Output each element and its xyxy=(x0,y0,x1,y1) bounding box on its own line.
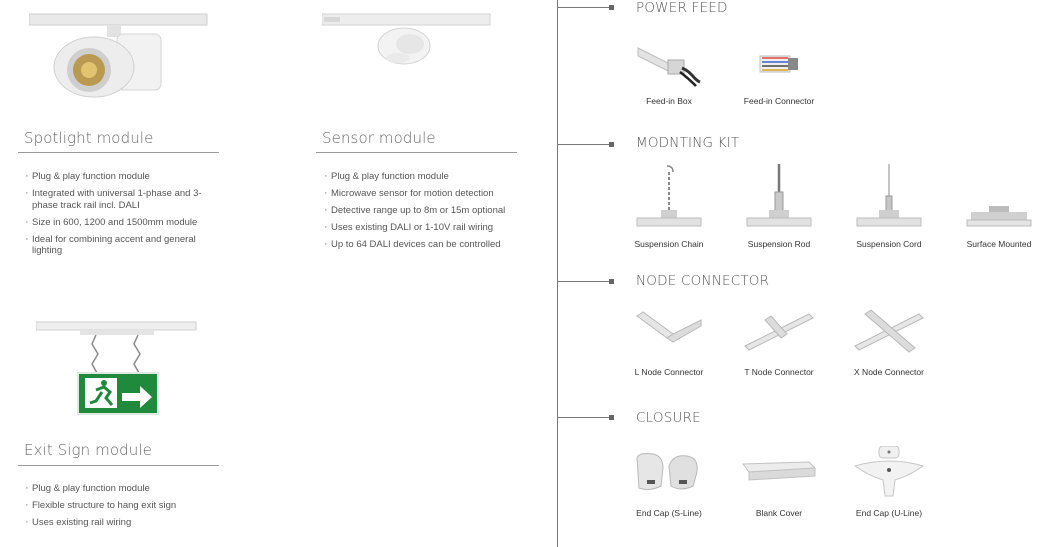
accessory-label: End Cap (U-Line) xyxy=(855,508,923,518)
accessory-end-cap-u-line xyxy=(834,446,944,518)
accessory-surface-mounted xyxy=(944,164,1054,249)
exit-sign-feature-list xyxy=(25,483,225,534)
accessory-label: Blank Cover xyxy=(755,508,803,518)
accessory-label: T Node Connector xyxy=(744,367,814,377)
section-title-mounting-kit: MODNTING KIT xyxy=(636,135,740,151)
module-rule-sensor xyxy=(316,152,517,153)
accessory-t-node-connector xyxy=(724,306,834,377)
accessory-blank-cover xyxy=(724,446,834,518)
end-cap-u-line-icon xyxy=(849,446,929,500)
feature-item: · Microwave sensor for motion detection xyxy=(324,188,524,200)
accessory-end-cap-s-line xyxy=(614,446,724,518)
spotlight-feature-list xyxy=(25,171,215,262)
accessory-label: End Cap (S-Line) xyxy=(636,508,702,518)
t-node-connector-icon xyxy=(739,306,819,358)
module-title-spotlight: Spotlight module xyxy=(24,129,154,147)
feature-item: · Up to 64 DALI devices can be controlled xyxy=(324,239,524,251)
module-rule-spotlight xyxy=(18,152,219,153)
accessory-suspension-cord xyxy=(834,164,944,249)
feature-item: · Plug & play function module xyxy=(25,483,225,495)
feature-item: · Detective range up to 8m or 15m optional xyxy=(324,205,524,217)
feature-item: · Integrated with universal 1-phase and 3-phase track rail incl. DALI xyxy=(25,188,215,211)
x-node-connector-icon xyxy=(849,306,929,358)
sensor-feature-list xyxy=(324,171,524,256)
module-title-sensor: Sensor module xyxy=(322,129,436,147)
feature-item: · Uses existing DALI or 1-10V rail wiring xyxy=(324,222,524,234)
accessory-label: Feed-in Connector xyxy=(743,96,815,106)
section-connector-line xyxy=(557,144,611,145)
feed-in-connector-icon xyxy=(744,40,814,88)
accessory-label: Suspension Rod xyxy=(747,239,811,249)
section-connector-dot xyxy=(609,142,614,147)
section-title-closure: CLOSURE xyxy=(636,410,701,426)
accessory-suspension-rod xyxy=(724,164,834,249)
l-node-connector-icon xyxy=(629,306,709,358)
feature-item: · Flexible structure to hang exit sign xyxy=(25,500,225,512)
feed-in-box-icon xyxy=(634,40,704,88)
exit-sign-module-image xyxy=(36,318,198,421)
section-connector-dot xyxy=(609,415,614,420)
accessory-label: L Node Connector xyxy=(634,367,704,377)
vertical-divider xyxy=(557,0,558,547)
section-connector-dot xyxy=(609,5,614,10)
sensor-module-image xyxy=(322,12,492,77)
suspension-rod-icon xyxy=(739,164,819,230)
feature-item: · Size in 600, 1200 and 1500mm module xyxy=(25,217,215,229)
accessory-label: Surface Mounted xyxy=(966,239,1032,249)
suspension-chain-icon xyxy=(629,164,709,230)
feature-item: · Uses existing rail wiring xyxy=(25,517,225,529)
accessory-suspension-chain xyxy=(614,164,724,249)
spotlight-module-image xyxy=(29,12,209,107)
section-title-node-connector: NODE CONNECTOR xyxy=(636,273,770,289)
section-title-power-feed: POWER FEED xyxy=(636,0,728,16)
accessory-x-node-connector xyxy=(834,306,944,377)
accessory-label: Suspension Cord xyxy=(856,239,922,249)
section-connector-line xyxy=(557,7,611,8)
section-connector-line xyxy=(557,281,611,282)
accessory-label: X Node Connector xyxy=(854,367,924,377)
accessory-feed-in-connector xyxy=(724,40,834,106)
accessory-label: Suspension Chain xyxy=(634,239,704,249)
feature-item: · Ideal for combining accent and general lighting xyxy=(25,234,215,257)
module-title-exit-sign: Exit Sign module xyxy=(24,441,152,459)
surface-mounted-icon xyxy=(959,164,1039,230)
feature-item: · Plug & play function module xyxy=(324,171,524,183)
blank-cover-icon xyxy=(739,446,819,496)
section-connector-line xyxy=(557,417,611,418)
suspension-cord-icon xyxy=(849,164,929,230)
accessory-label: Feed-in Box xyxy=(646,96,692,106)
module-rule-exit-sign xyxy=(18,465,219,466)
accessory-feed-in-box xyxy=(614,40,724,106)
section-connector-dot xyxy=(609,279,614,284)
end-cap-s-line-icon xyxy=(629,446,709,496)
accessory-l-node-connector xyxy=(614,306,724,377)
feature-item: · Plug & play function module xyxy=(25,171,215,183)
